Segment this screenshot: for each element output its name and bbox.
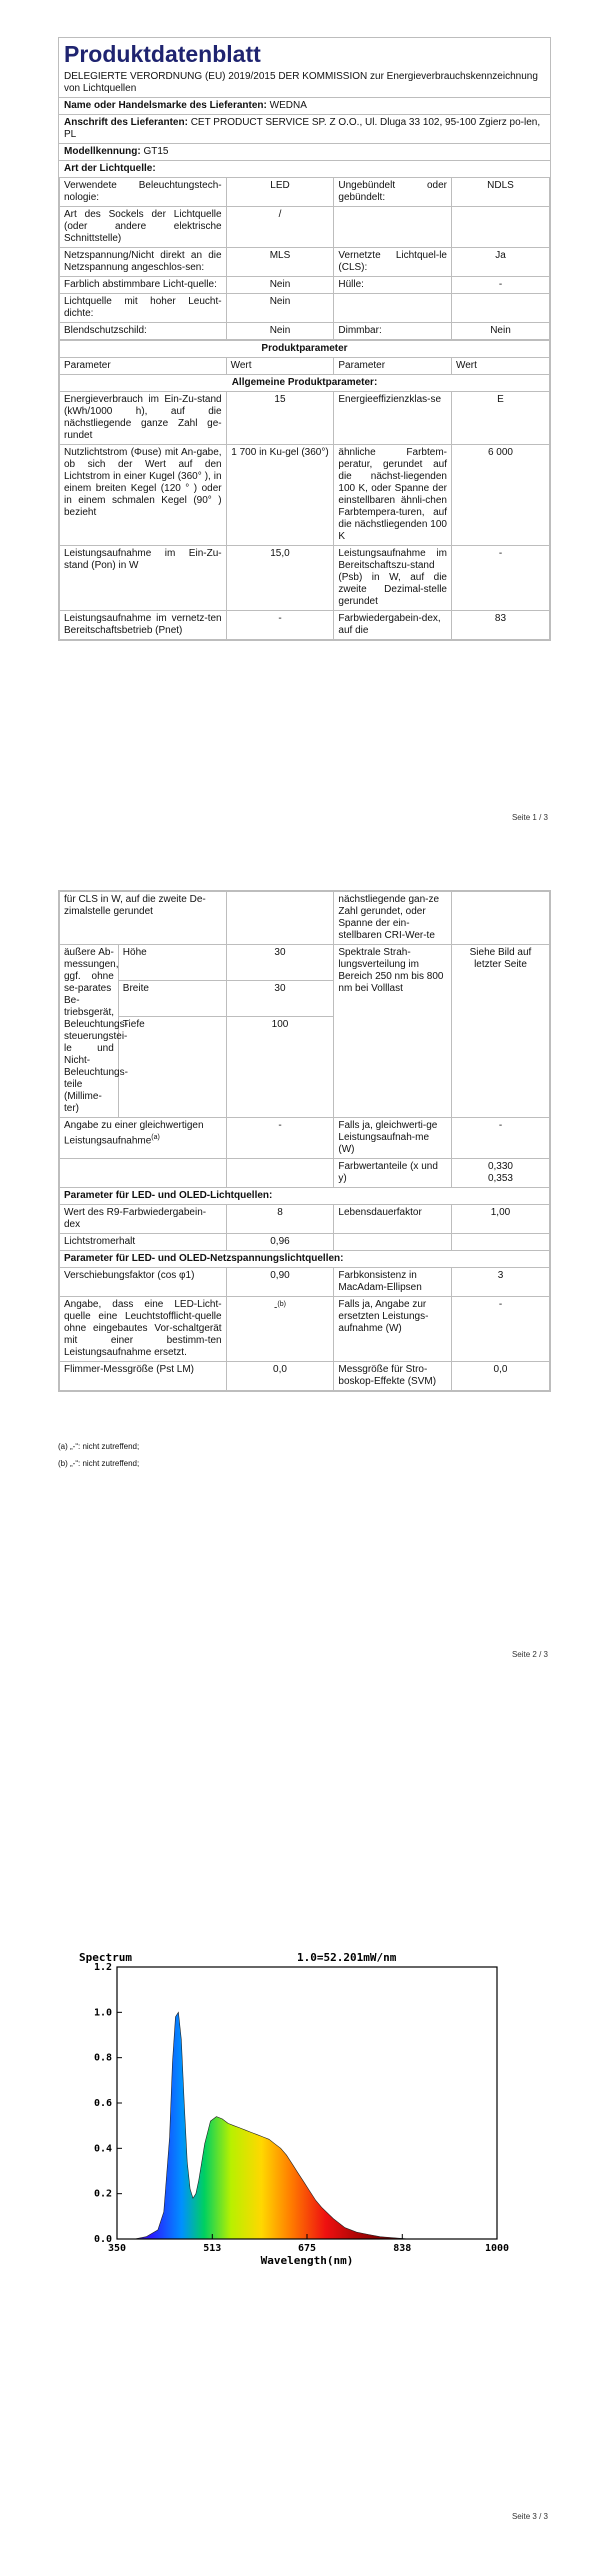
general-param-value-2: 6 000 — [451, 445, 549, 546]
type-param-value: LED — [226, 178, 334, 207]
general-param-value: 1 700 in Ku-gel (360°) — [226, 445, 334, 546]
page-2 — [0, 845, 603, 1700]
replacement-r-label: Falls ja, Angabe zur ersetzten Leistungs-aufnahme (W) — [334, 1297, 452, 1362]
y-tick-label: 0.6 — [93, 2098, 112, 2109]
stroboscopic-label: Messgröße für Stro-boskop-Effekte (SVM) — [334, 1362, 452, 1391]
type-param-label: Verwendete Beleuchtungstech-nologie: — [60, 178, 227, 207]
general-param-label: Leistungsaufnahme im Ein-Zu-stand (Pon) in W — [60, 546, 227, 611]
spectrum-chart — [75, 1945, 525, 2275]
general-param-label-2: ähnliche Farbtem-peratur, gerundet auf die nächst-liegenden 100 K, oder Spanne der einstellbaren ähnli-chen Farbtempera-turen, auf die nächstliegenden 100 K — [334, 445, 452, 546]
type-param-label-2: Vernetzte Lichtquel-le (CLS): — [334, 248, 452, 277]
type-param-label: Netzspannung/Nicht direkt an die Netzspannung angeschlos-sen: — [60, 248, 227, 277]
general-row — [60, 546, 550, 611]
type-param-value: Nein — [226, 323, 334, 340]
lumen-maintenance-label: Lichtstromerhalt — [60, 1234, 227, 1251]
y-tick-label: 0.8 — [93, 2052, 112, 2064]
x-tick-label: 675 — [297, 2243, 317, 2254]
replacement-r-value: - — [451, 1297, 549, 1362]
dim-height-label: Höhe — [118, 945, 226, 981]
type-param-label-2 — [334, 207, 452, 248]
dim-width-value: 30 — [226, 981, 334, 1017]
col-parameter: Parameter — [60, 358, 227, 375]
type-param-value-2 — [451, 294, 549, 323]
stroboscopic-value: 0,0 — [451, 1362, 549, 1391]
x-tick-label: 1000 — [484, 2243, 510, 2254]
supplier-value: WEDNA — [269, 100, 307, 111]
general-parameters-header: Allgemeine Produktparameter: — [60, 375, 550, 392]
dim-depth-value: 100 — [226, 1017, 334, 1118]
chart-title: Spectrum — [79, 1951, 132, 1964]
type-param-label: Blendschutzschild: — [60, 323, 227, 340]
general-param-value-2: 83 — [451, 611, 549, 640]
chromaticity-label: Farbwertanteile (x und y) — [334, 1159, 452, 1188]
type-param-value-2: NDLS — [451, 178, 549, 207]
chart-annotation: 1.0=52.201mW/nm — [297, 1951, 397, 1964]
type-param-label: Art des Sockels der Lichtquelle (oder andere elektrische Schnittstelle) — [60, 207, 227, 248]
lumen-maintenance-value: 0,96 — [226, 1234, 334, 1251]
type-label: Art der Lichtquelle: — [59, 160, 550, 177]
type-param-value-2: - — [451, 277, 549, 294]
y-tick-label: 1.2 — [93, 1962, 112, 1973]
y-tick-label: 0.4 — [93, 2143, 112, 2155]
type-param-value: Nein — [226, 294, 334, 323]
general-param-label: Energieverbrauch im Ein-Zu-stand (kWh/1000 h), auf die nächstliegende ganze Zahl ge-rundet — [60, 392, 227, 445]
type-param-label: Farblich abstimmbare Licht-quelle: — [60, 277, 227, 294]
equivalent-power-value: - — [226, 1118, 334, 1159]
parameters-continued-table — [59, 891, 550, 1391]
type-row — [60, 248, 550, 277]
type-param-label-2: Dimmbar: — [334, 323, 452, 340]
general-row — [60, 392, 550, 445]
product-parameters-table — [59, 340, 550, 640]
supplier-row — [59, 97, 550, 114]
model-row — [59, 143, 550, 160]
x-tick-label: 513 — [203, 2243, 222, 2254]
replacement-label: Angabe, dass eine LED-Licht-quelle eine Leuchtstofflicht-quelle ohne eingebautes Vor-schaltgerät mit einer bestimm-ten Leistungsaufnahme ersetzt. — [60, 1297, 227, 1362]
col-value-2: Wert — [451, 358, 549, 375]
footnote-a: (a) „-“: nicht zutreffend; — [58, 1442, 140, 1451]
macadam-label: Farbkonsistenz in MacAdam-Ellipsen — [334, 1268, 452, 1297]
general-param-value-2: E — [451, 392, 549, 445]
dimensions-label: äußere Ab-messungen, ggf. ohne se-parates Be-triebsgerät, Beleuchtungs-steuerungstei-le und Nicht-Beleuchtungs-teile (Millime-ter) — [60, 945, 119, 1118]
led-section-header: Parameter für LED- und OLED-Lichtquellen: — [60, 1188, 550, 1205]
type-param-value: MLS — [226, 248, 334, 277]
type-param-label-2: Hülle: — [334, 277, 452, 294]
displacement-value: 0,90 — [226, 1268, 334, 1297]
flicker-value: 0,0 — [226, 1362, 334, 1391]
y-tick-label: 0.0 — [93, 2234, 112, 2245]
general-param-label-2: Leistungsaufnahme im Bereitschaftszu-stand (Psb) in W, auf die zweite Dezimal-stelle gerundet — [334, 546, 452, 611]
general-param-value-2: - — [451, 546, 549, 611]
standby-continued: für CLS in W, auf die zweite De-zimalstelle gerundet — [60, 892, 227, 945]
supplier-label: Name oder Handelsmarke des Lieferanten: — [64, 100, 267, 111]
cri-continued: nächstliegende gan-ze Zahl gerundet, oder Spanne der ein-stellbaren CRI-Wer-te — [334, 892, 452, 945]
general-param-label: Leistungsaufnahme im vernetz-ten Bereitschaftsbetrieb (Pnet) — [60, 611, 227, 640]
spectral-label: Spektrale Strah-lungsverteilung im Bereich 250 nm bis 800 nm bei Volllast — [334, 945, 452, 1118]
product-parameters-header: Produktparameter — [60, 341, 550, 358]
type-row — [60, 277, 550, 294]
type-param-value: Nein — [226, 277, 334, 294]
displacement-label: Verschiebungsfaktor (cos φ1) — [60, 1268, 227, 1297]
mains-section-header: Parameter für LED- und OLED-Netzspannungslichtquellen: — [60, 1251, 550, 1268]
survival-label: Lebensdauerfaktor — [334, 1205, 452, 1234]
general-param-value: 15,0 — [226, 546, 334, 611]
chromaticity-value: 0,330 0,353 — [451, 1159, 549, 1188]
equivalent-power-r-value: - — [451, 1118, 549, 1159]
page-1 — [0, 0, 603, 845]
survival-value: 1,00 — [451, 1205, 549, 1234]
y-tick-label: 0.2 — [93, 2188, 112, 2200]
type-param-label-2: Ungebündelt oder gebündelt: — [334, 178, 452, 207]
model-value: GT15 — [143, 146, 169, 157]
type-param-label-2 — [334, 294, 452, 323]
type-param-value: / — [226, 207, 334, 248]
macadam-value: 3 — [451, 1268, 549, 1297]
general-param-value: 15 — [226, 392, 334, 445]
general-row — [60, 445, 550, 546]
address-value: CET PRODUCT SERVICE SP. Z O.O., Ul. Dluga 33 102, 95-100 Zgierz po-len, PL — [64, 117, 541, 140]
datasheet-page-1 — [58, 37, 551, 641]
light-source-type-table — [59, 177, 550, 340]
general-row — [60, 611, 550, 640]
page-number: Seite 2 / 3 — [511, 1650, 548, 1659]
replacement-value: -$^{(b)}$ — [226, 1297, 334, 1362]
dim-depth-label: Tiefe — [118, 1017, 226, 1118]
equivalent-power-label: Angabe zu einer gleichwertigen Leistungsaufnahme$^{(a)}$ — [60, 1118, 227, 1159]
type-param-value-2: Ja — [451, 248, 549, 277]
address-label: Anschrift des Lieferanten: — [64, 117, 188, 128]
type-row — [60, 323, 550, 340]
col-parameter-2: Parameter — [334, 358, 452, 375]
type-param-value-2 — [451, 207, 549, 248]
type-param-label: Lichtquelle mit hoher Leucht-dichte: — [60, 294, 227, 323]
datasheet-page-2 — [58, 890, 551, 1392]
general-param-label: Nutzlichtstrom (Φuse) mit An-gabe, ob sich der Wert auf den Lichtstrom in einer Kugel (360° ), in einem breiten Kegel (120 ° ) oder in einem schmalen Kegel (90° ) bezieht — [60, 445, 227, 546]
flicker-label: Flimmer-Messgröße (Pst LM) — [60, 1362, 227, 1391]
equivalent-power-r-label: Falls ja, gleichwerti-ge Leistungsaufnah-me (W) — [334, 1118, 452, 1159]
x-tick-label: 838 — [393, 2243, 412, 2254]
r9-label: Wert des R9-Farbwiedergabein-dex — [60, 1205, 227, 1234]
model-label: Modellkennung: — [64, 146, 141, 157]
spectral-value: Siehe Bild auf letzter Seite — [451, 945, 549, 1118]
col-value: Wert — [226, 358, 334, 375]
x-tick-label: 350 — [107, 2243, 127, 2254]
page-number: Seite 1 / 3 — [511, 813, 548, 822]
dim-width-label: Breite — [118, 981, 226, 1017]
general-param-value: - — [226, 611, 334, 640]
r9-value: 8 — [226, 1205, 334, 1234]
page-3 — [0, 1700, 603, 2560]
x-axis-label: Wavelength(nm) — [260, 2254, 354, 2267]
footnote-b: (b) „-“: nicht zutreffend; — [58, 1459, 140, 1468]
dim-height-value: 30 — [226, 945, 334, 981]
type-param-value-2: Nein — [451, 323, 549, 340]
type-row — [60, 178, 550, 207]
regulation-text: DELEGIERTE VERORDNUNG (EU) 2019/2015 DER KOMMISSION zur Energieverbrauchskennzeichnung von Lichtquellen — [64, 71, 538, 94]
type-row — [60, 207, 550, 248]
y-tick-label: 1.0 — [93, 2007, 112, 2019]
general-param-label-2: Energieeffizienzklas-se — [334, 392, 452, 445]
page-number: Seite 3 / 3 — [511, 2512, 548, 2521]
general-param-label-2: Farbwiedergabein-dex, auf die — [334, 611, 452, 640]
type-row — [60, 294, 550, 323]
address-row — [59, 114, 550, 143]
document-title: Produktdatenblatt — [64, 41, 261, 67]
